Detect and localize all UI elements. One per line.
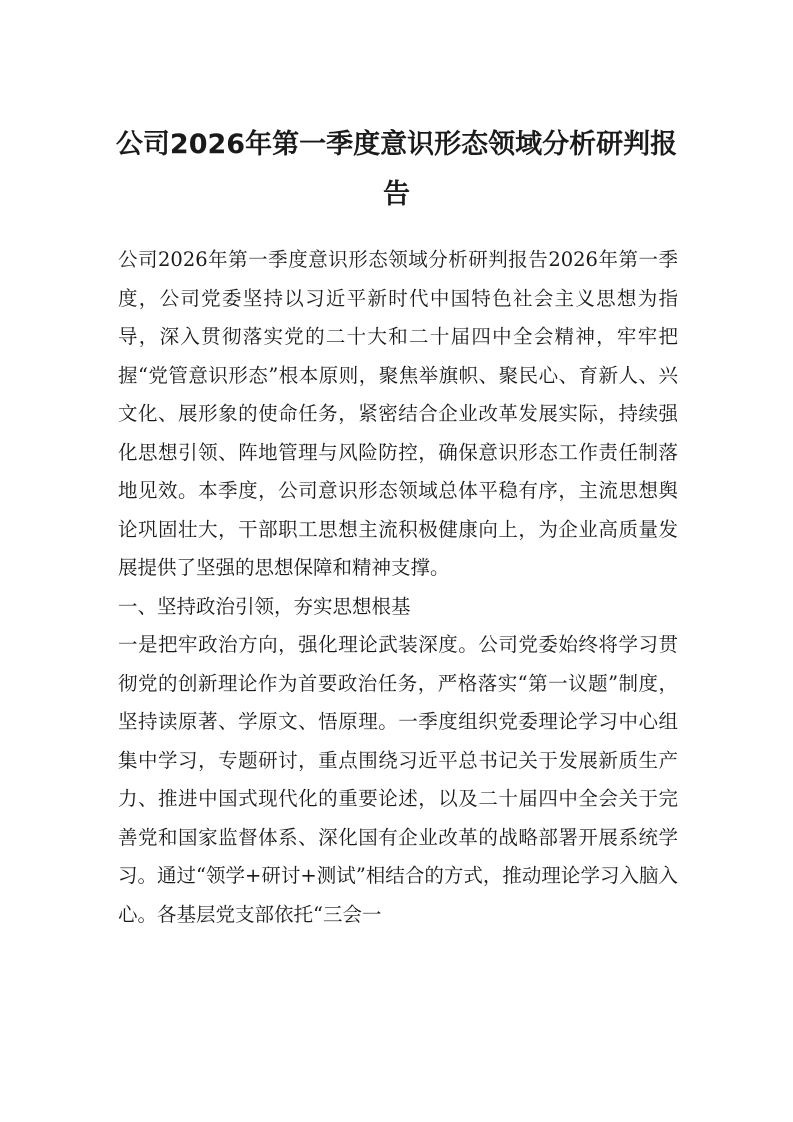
document-title: 公司2026年第一季度意识形态领域分析研判报告 (115, 129, 678, 210)
paragraph-section-1: 一是把牢政治方向，强化理论武装深度。公司党委始终将学习贯彻党的创新理论作为首要政治任务，严格落实“第一议题”制度，坚持读原著、学原文、悟原理。一季度组织党委理论学习中心组集中学习，专题研讨，重点围绕习近平总书记关于发展新质生产力、推进中国式现代化的重要论述，以及二十届四中全会关于完善党和国家监督体系、深化国有企业改革的战略部署开展系统学习。通过“领学+研讨+测试”相结合的方式，推动理论学习入脑入心。各基层党支部依托“三会一 (118, 633, 678, 926)
document-body (118, 241, 678, 934)
section-heading-1: 一、坚持政治引领，夯实思想根基 (118, 594, 411, 618)
paragraph-intro: 公司2026年第一季度意识形态领域分析研判报告2026年第一季度，公司党委坚持以习近平新时代中国特色社会主义思想为指导，深入贯彻落实党的二十大和二十届四中全会精神，牢牢把握“党管意识形态”根本原则，聚焦举旗帜、聚民心、育新人、兴文化、展形象的使命任务，紧密结合企业改革发展实际，持续强化思想引领、阵地管理与风险防控，确保意识形态工作责任制落地见效。本季度，公司意识形态领域总体平稳有序，主流思想舆论巩固壮大，干部职工思想主流积极健康向上，为企业高质量发展提供了坚强的思想保障和精神支撑。 (118, 248, 678, 579)
